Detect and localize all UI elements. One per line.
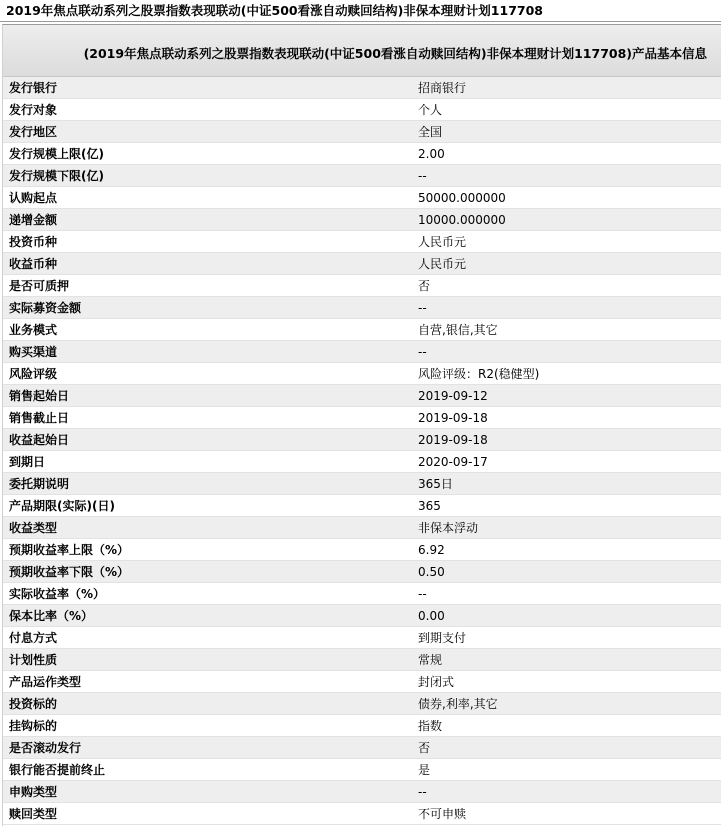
row-label: 发行规模上限(亿): [9, 147, 104, 161]
row-label: 是否滚动发行: [9, 741, 82, 755]
row-label: 预期收益率上限（%）: [9, 543, 130, 557]
row-value: 2.00: [418, 147, 445, 161]
row-value: 是: [418, 763, 431, 777]
row-value: 人民币元: [418, 235, 467, 249]
row-label: 购买渠道: [9, 345, 58, 359]
table-row: [3, 781, 721, 803]
row-value: 债券,利率,其它: [418, 697, 498, 711]
table-row: [3, 187, 721, 209]
table-row: [3, 165, 721, 187]
table-row: [3, 319, 721, 341]
row-label: 销售起始日: [9, 389, 70, 403]
table-row: [3, 517, 721, 539]
table-row: [3, 759, 721, 781]
row-value: 0.50: [418, 565, 445, 579]
row-label: 赎回类型: [9, 807, 58, 821]
page-title: 2019年焦点联动系列之股票指数表现联动(中证500看涨自动赎回结构)非保本理财计划117708: [0, 0, 721, 22]
row-value: 2019-09-18: [418, 433, 488, 447]
row-value: 2020-09-17: [418, 455, 488, 469]
table-row: [3, 275, 721, 297]
row-value: 6.92: [418, 543, 445, 557]
row-label: 保本比率（%）: [9, 609, 94, 623]
row-value: 风险评级：R2(稳健型): [418, 367, 540, 381]
table-row: [3, 231, 721, 253]
row-label: 收益起始日: [9, 433, 70, 447]
row-label: 认购起点: [9, 191, 58, 205]
row-label: 产品期限(实际)(日): [9, 499, 115, 513]
table-row: [3, 605, 721, 627]
row-value: --: [418, 345, 427, 359]
row-label: 投资币种: [9, 235, 58, 249]
row-value: 10000.000000: [418, 213, 506, 227]
table-row: [3, 715, 721, 737]
row-value: 2019-09-12: [418, 389, 488, 403]
table-row: [3, 671, 721, 693]
row-value: 不可申赎: [418, 807, 467, 821]
row-label: 销售截止日: [9, 411, 70, 425]
row-value: 0.00: [418, 609, 445, 623]
row-value: --: [418, 785, 427, 799]
row-label: 实际收益率（%）: [9, 587, 106, 601]
row-label: 申购类型: [9, 785, 58, 799]
row-label: 付息方式: [9, 631, 58, 645]
row-value: 自营,银信,其它: [418, 323, 498, 337]
table-row: [3, 803, 721, 825]
row-value: 50000.000000: [418, 191, 506, 205]
row-value: --: [418, 301, 427, 315]
row-value: 365日: [418, 477, 453, 491]
row-label: 计划性质: [9, 653, 58, 667]
row-value: 招商银行: [418, 81, 467, 95]
row-label: 发行规模下限(亿): [9, 169, 104, 183]
row-value: 常规: [418, 653, 443, 667]
product-info-panel: [2, 24, 721, 826]
info-table: [3, 77, 721, 825]
table-row: [3, 429, 721, 451]
row-value: 否: [418, 279, 431, 293]
row-label: 风险评级: [9, 367, 58, 381]
row-value: 个人: [418, 103, 443, 117]
table-row: [3, 693, 721, 715]
row-label: 业务模式: [9, 323, 58, 337]
row-label: 收益类型: [9, 521, 58, 535]
row-label: 委托期说明: [9, 477, 70, 491]
table-row: [3, 539, 721, 561]
table-row: [3, 77, 721, 99]
row-value: --: [418, 587, 427, 601]
row-label: 发行对象: [9, 103, 58, 117]
row-value: 非保本浮动: [418, 521, 479, 535]
row-value: 否: [418, 741, 431, 755]
row-label: 收益币种: [9, 257, 58, 271]
row-value: 封闭式: [418, 675, 455, 689]
table-row: [3, 121, 721, 143]
row-label: 是否可质押: [9, 279, 70, 293]
row-label: 递增金额: [9, 213, 58, 227]
table-row: [3, 583, 721, 605]
section-header: [3, 25, 721, 77]
table-row: [3, 627, 721, 649]
row-value: 指数: [418, 719, 443, 733]
row-label: 到期日: [9, 455, 46, 469]
row-value: 人民币元: [418, 257, 467, 271]
row-value: 全国: [418, 125, 443, 139]
row-value: 365: [418, 499, 441, 513]
section-title: (2019年焦点联动系列之股票指数表现联动(中证500看涨自动赎回结构)非保本理财计划117708)产品基本信息: [83, 46, 707, 61]
table-row: [3, 341, 721, 363]
row-label: 预期收益率下限（%）: [9, 565, 130, 579]
row-label: 发行银行: [9, 81, 58, 95]
table-row: [3, 253, 721, 275]
row-label: 挂钩标的: [9, 719, 58, 733]
row-label: 发行地区: [9, 125, 58, 139]
row-value: 到期支付: [418, 631, 467, 645]
table-row: [3, 297, 721, 319]
row-value: 2019-09-18: [418, 411, 488, 425]
table-row: [3, 363, 721, 385]
table-row: [3, 451, 721, 473]
table-row: [3, 649, 721, 671]
table-row: [3, 99, 721, 121]
table-row: [3, 407, 721, 429]
table-row: [3, 209, 721, 231]
row-label: 投资标的: [9, 697, 58, 711]
table-row: [3, 737, 721, 759]
row-label: 产品运作类型: [9, 675, 82, 689]
row-value: --: [418, 169, 427, 183]
table-row: [3, 473, 721, 495]
row-label: 银行能否提前终止: [9, 763, 106, 777]
table-row: [3, 385, 721, 407]
table-row: [3, 561, 721, 583]
row-label: 实际募资金额: [9, 301, 82, 315]
table-row: [3, 495, 721, 517]
table-row: [3, 143, 721, 165]
